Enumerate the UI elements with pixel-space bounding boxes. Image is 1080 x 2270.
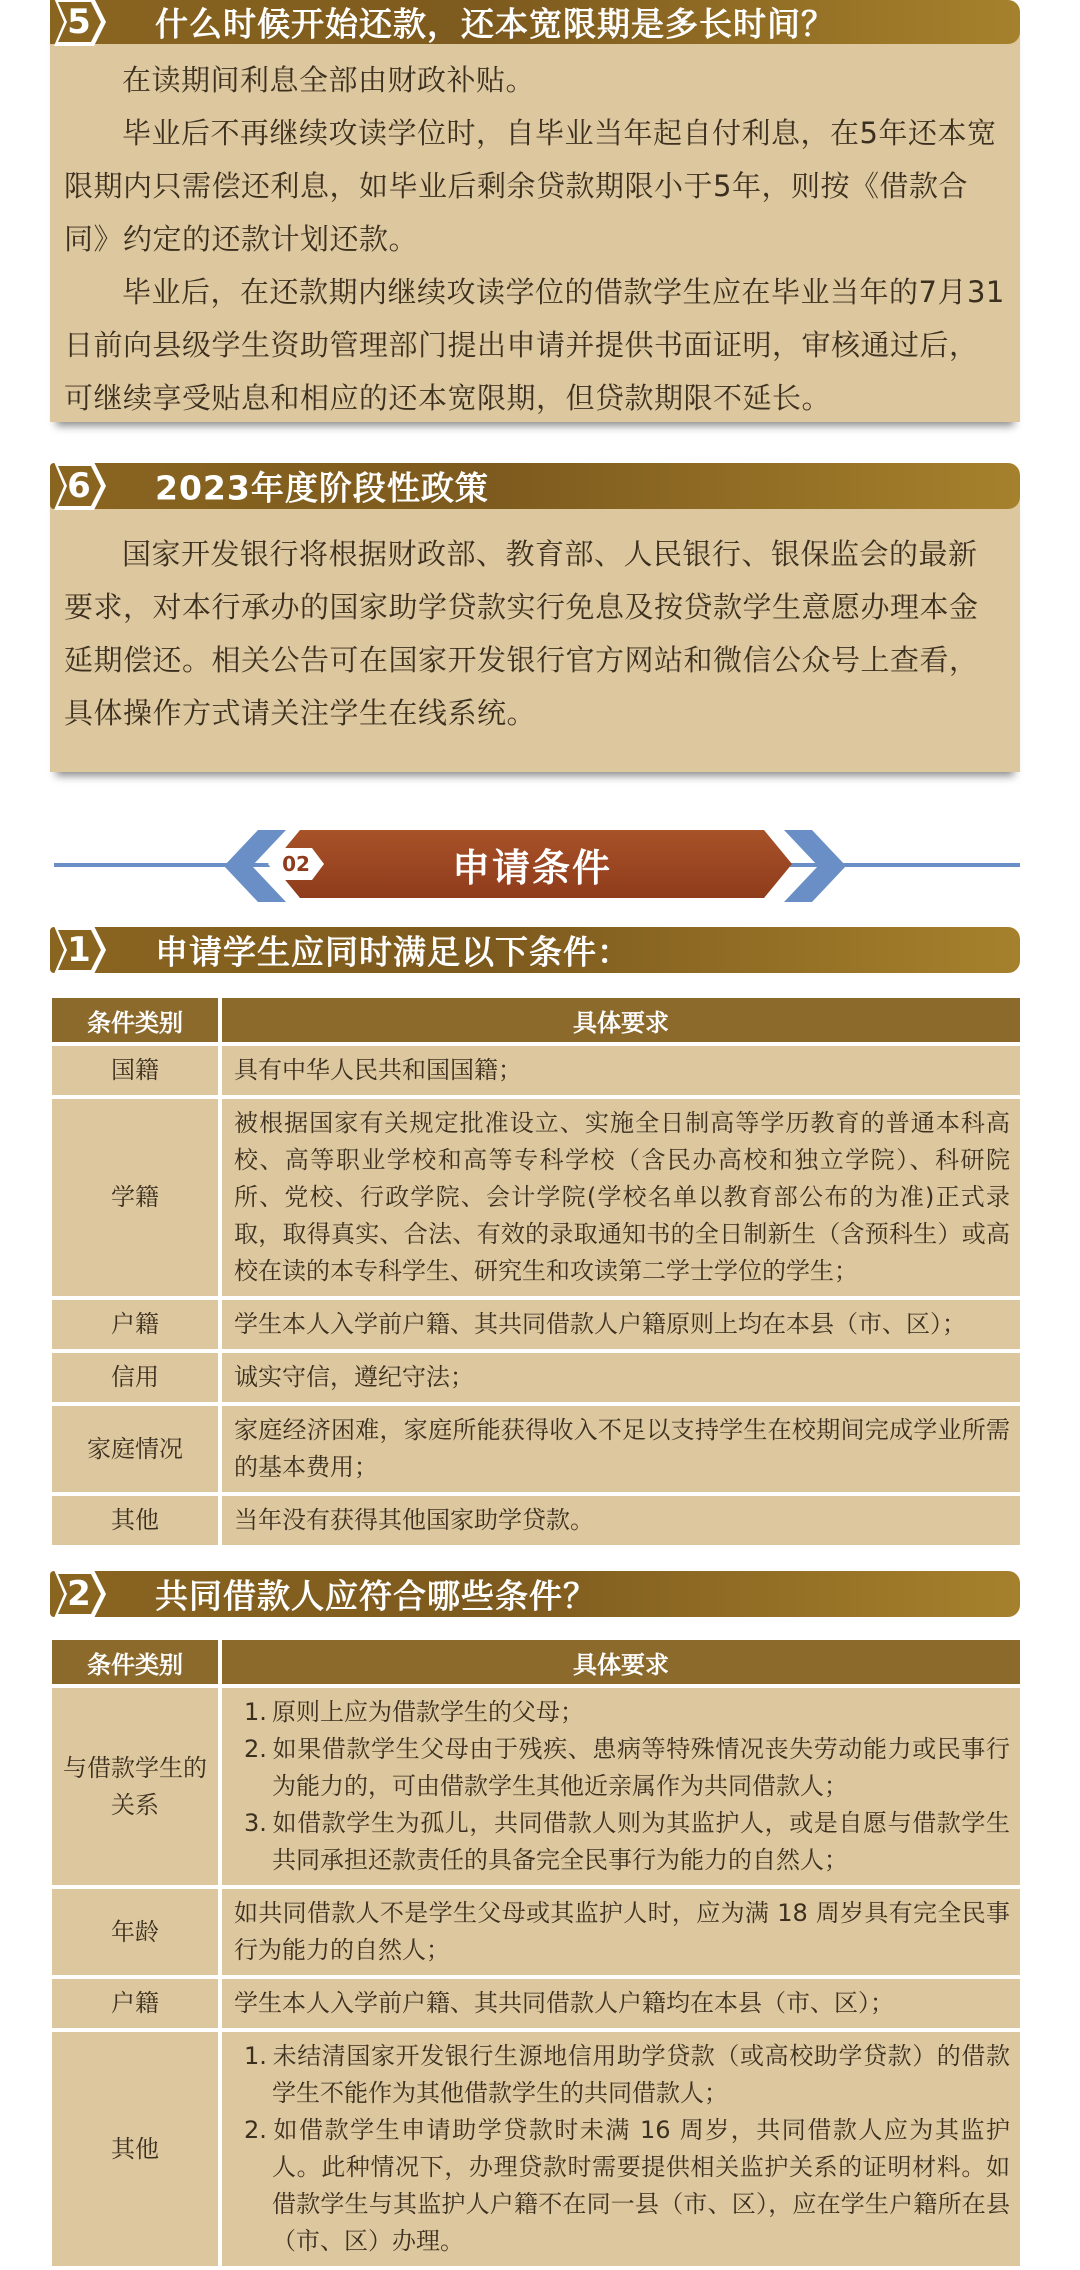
requirement-2-header — [50, 1571, 1020, 1617]
column-header: 条件类别 — [52, 1640, 222, 1688]
condition-requirement — [222, 1688, 1020, 1889]
condition-requirement: 学生本人入学前户籍、其共同借款人户籍均在本县（市、区）； — [222, 1979, 1020, 2032]
table-row — [52, 1046, 1020, 1099]
section-6-panel — [50, 490, 1020, 772]
section-5-paragraph: 毕业后，在还款期内继续攻读学位的借款学生应在毕业当年的7月31日前向县级学生资助管理部门提出申请并提供书面证明，审核通过后，可继续享受贴息和相应的还本宽限期，但贷款期限不延长。 — [64, 275, 1005, 415]
condition-requirement: 家庭经济困难，家庭所能获得收入不足以支持学生在校期间完成学业所需的基本费用； — [222, 1406, 1020, 1496]
table-row — [52, 1889, 1020, 1979]
section-number: 1 — [67, 930, 91, 970]
condition-category: 信用 — [52, 1353, 222, 1406]
table-row — [52, 1688, 1020, 1889]
requirement-list — [234, 1694, 1010, 1879]
co-borrower-conditions-table — [52, 1640, 1020, 2270]
condition-category: 国籍 — [52, 1046, 222, 1099]
section-divider-banner — [0, 820, 1080, 910]
table-header-row — [52, 1640, 1020, 1688]
section-6-paragraph: 国家开发银行将根据财政部、教育部、人民银行、银保监会的最新要求，对本行承办的国家助学贷款实行免息及按贷款学生意愿办理本金延期偿还。相关公告可在国家开发银行官方网站和微信公众号上查看，具体操作方式请关注学生在线系统。 — [64, 537, 979, 730]
section-6-header — [50, 463, 1020, 509]
table-header-row — [52, 998, 1020, 1046]
section-5-paragraph: 毕业后不再继续攻读学位时，自毕业当年起自付利息，在5年还本宽限期内只需偿还利息，如毕业后剩余贷款期限小于5年，则按《借款合同》约定的还款计划还款。 — [64, 116, 997, 256]
condition-requirement: 学生本人入学前户籍、其共同借款人户籍原则上均在本县（市、区）； — [222, 1300, 1020, 1353]
condition-requirement — [222, 2032, 1020, 2270]
condition-category: 其他 — [52, 2032, 222, 2270]
table-row — [52, 2032, 1020, 2270]
condition-requirement: 当年没有获得其他国家助学贷款。 — [222, 1496, 1020, 1549]
chevron-number-icon — [50, 0, 108, 48]
column-header: 具体要求 — [222, 1640, 1020, 1688]
section-5-panel — [50, 20, 1020, 422]
condition-requirement: 具有中华人民共和国国籍； — [222, 1046, 1020, 1099]
column-header: 具体要求 — [222, 998, 1020, 1046]
section-5-paragraph: 在读期间利息全部由财政补贴。 — [122, 63, 536, 97]
condition-category: 户籍 — [52, 1300, 222, 1353]
section-title: 2023年度阶段性政策 — [155, 468, 489, 508]
table-row — [52, 1099, 1020, 1300]
list-item: 2. 如果借款学生父母由于残疾、患病等特殊情况丧失劳动能力或民事行为能力的，可由借款学生其他近亲属作为共同借款人； — [244, 1735, 1010, 1800]
list-item: 3. 如借款学生为孤儿，共同借款人则为其监护人，或是自愿与借款学生共同承担还款责任的具备完全民事行为能力的自然人； — [244, 1809, 1010, 1874]
chevron-number-icon — [50, 924, 108, 976]
section-5-header — [50, 0, 1020, 44]
list-item: 1. 未结清国家开发银行生源地信用助学贷款（或高校助学贷款）的借款学生不能作为其他借款学生的共同借款人； — [244, 2042, 1010, 2107]
section-number: 2 — [67, 1574, 91, 1614]
section-title: 什么时候开始还款，还本宽限期是多长时间？ — [155, 4, 835, 44]
requirement-1-header — [50, 927, 1020, 973]
condition-category: 与借款学生的关系 — [52, 1688, 222, 1889]
chevron-number-icon — [50, 460, 108, 512]
section-title: 共同借款人应符合哪些条件？ — [155, 1576, 597, 1616]
condition-requirement: 诚实守信，遵纪守法； — [222, 1353, 1020, 1406]
condition-requirement: 被根据国家有关规定批准设立、实施全日制高等学历教育的普通本科高校、高等职业学校和高等专科学校（含民办高校和独立学院）、科研院所、党校、行政学院、会计学院(学校名单以教育部公布的为准)正式录取，取得真实、合法、有效的录取通知书的全日制新生（含预科生）或高校在读的本专科学生、研究生和攻读第二学士学位的学生； — [222, 1099, 1020, 1300]
table-row — [52, 1979, 1020, 2032]
list-item: 2. 如借款学生申请助学贷款时未满 16 周岁，共同借款人应为其监护人。此种情况下，办理贷款时需要提供相关监护关系的证明材料。如借款学生与其监护人户籍不在同一县（市、区），应在学生户籍所在县（市、区）办理。 — [244, 2116, 1010, 2255]
column-header: 条件类别 — [52, 998, 222, 1046]
chevron-number-icon — [50, 1568, 108, 1620]
condition-category: 年龄 — [52, 1889, 222, 1979]
hexagon-badge-icon — [268, 848, 324, 880]
condition-category: 其他 — [52, 1496, 222, 1549]
table-row — [52, 1300, 1020, 1353]
condition-category: 家庭情况 — [52, 1406, 222, 1496]
list-item: 1. 原则上应为借款学生的父母； — [244, 1698, 584, 1726]
banner-badge-number: 02 — [282, 852, 310, 876]
section-title: 申请学生应同时满足以下条件： — [155, 932, 631, 972]
section-number: 5 — [67, 2, 91, 42]
section-number: 6 — [67, 466, 91, 506]
requirement-list — [234, 2038, 1010, 2260]
banner-title: 申请条件 — [451, 845, 612, 890]
condition-requirement: 如共同借款人不是学生父母或其监护人时，应为满 18 周岁具有完全民事行为能力的自然人； — [222, 1889, 1020, 1979]
table-row — [52, 1496, 1020, 1549]
table-row — [52, 1353, 1020, 1406]
table-row — [52, 1406, 1020, 1496]
student-conditions-table — [52, 998, 1020, 1549]
condition-category: 户籍 — [52, 1979, 222, 2032]
condition-category: 学籍 — [52, 1099, 222, 1300]
